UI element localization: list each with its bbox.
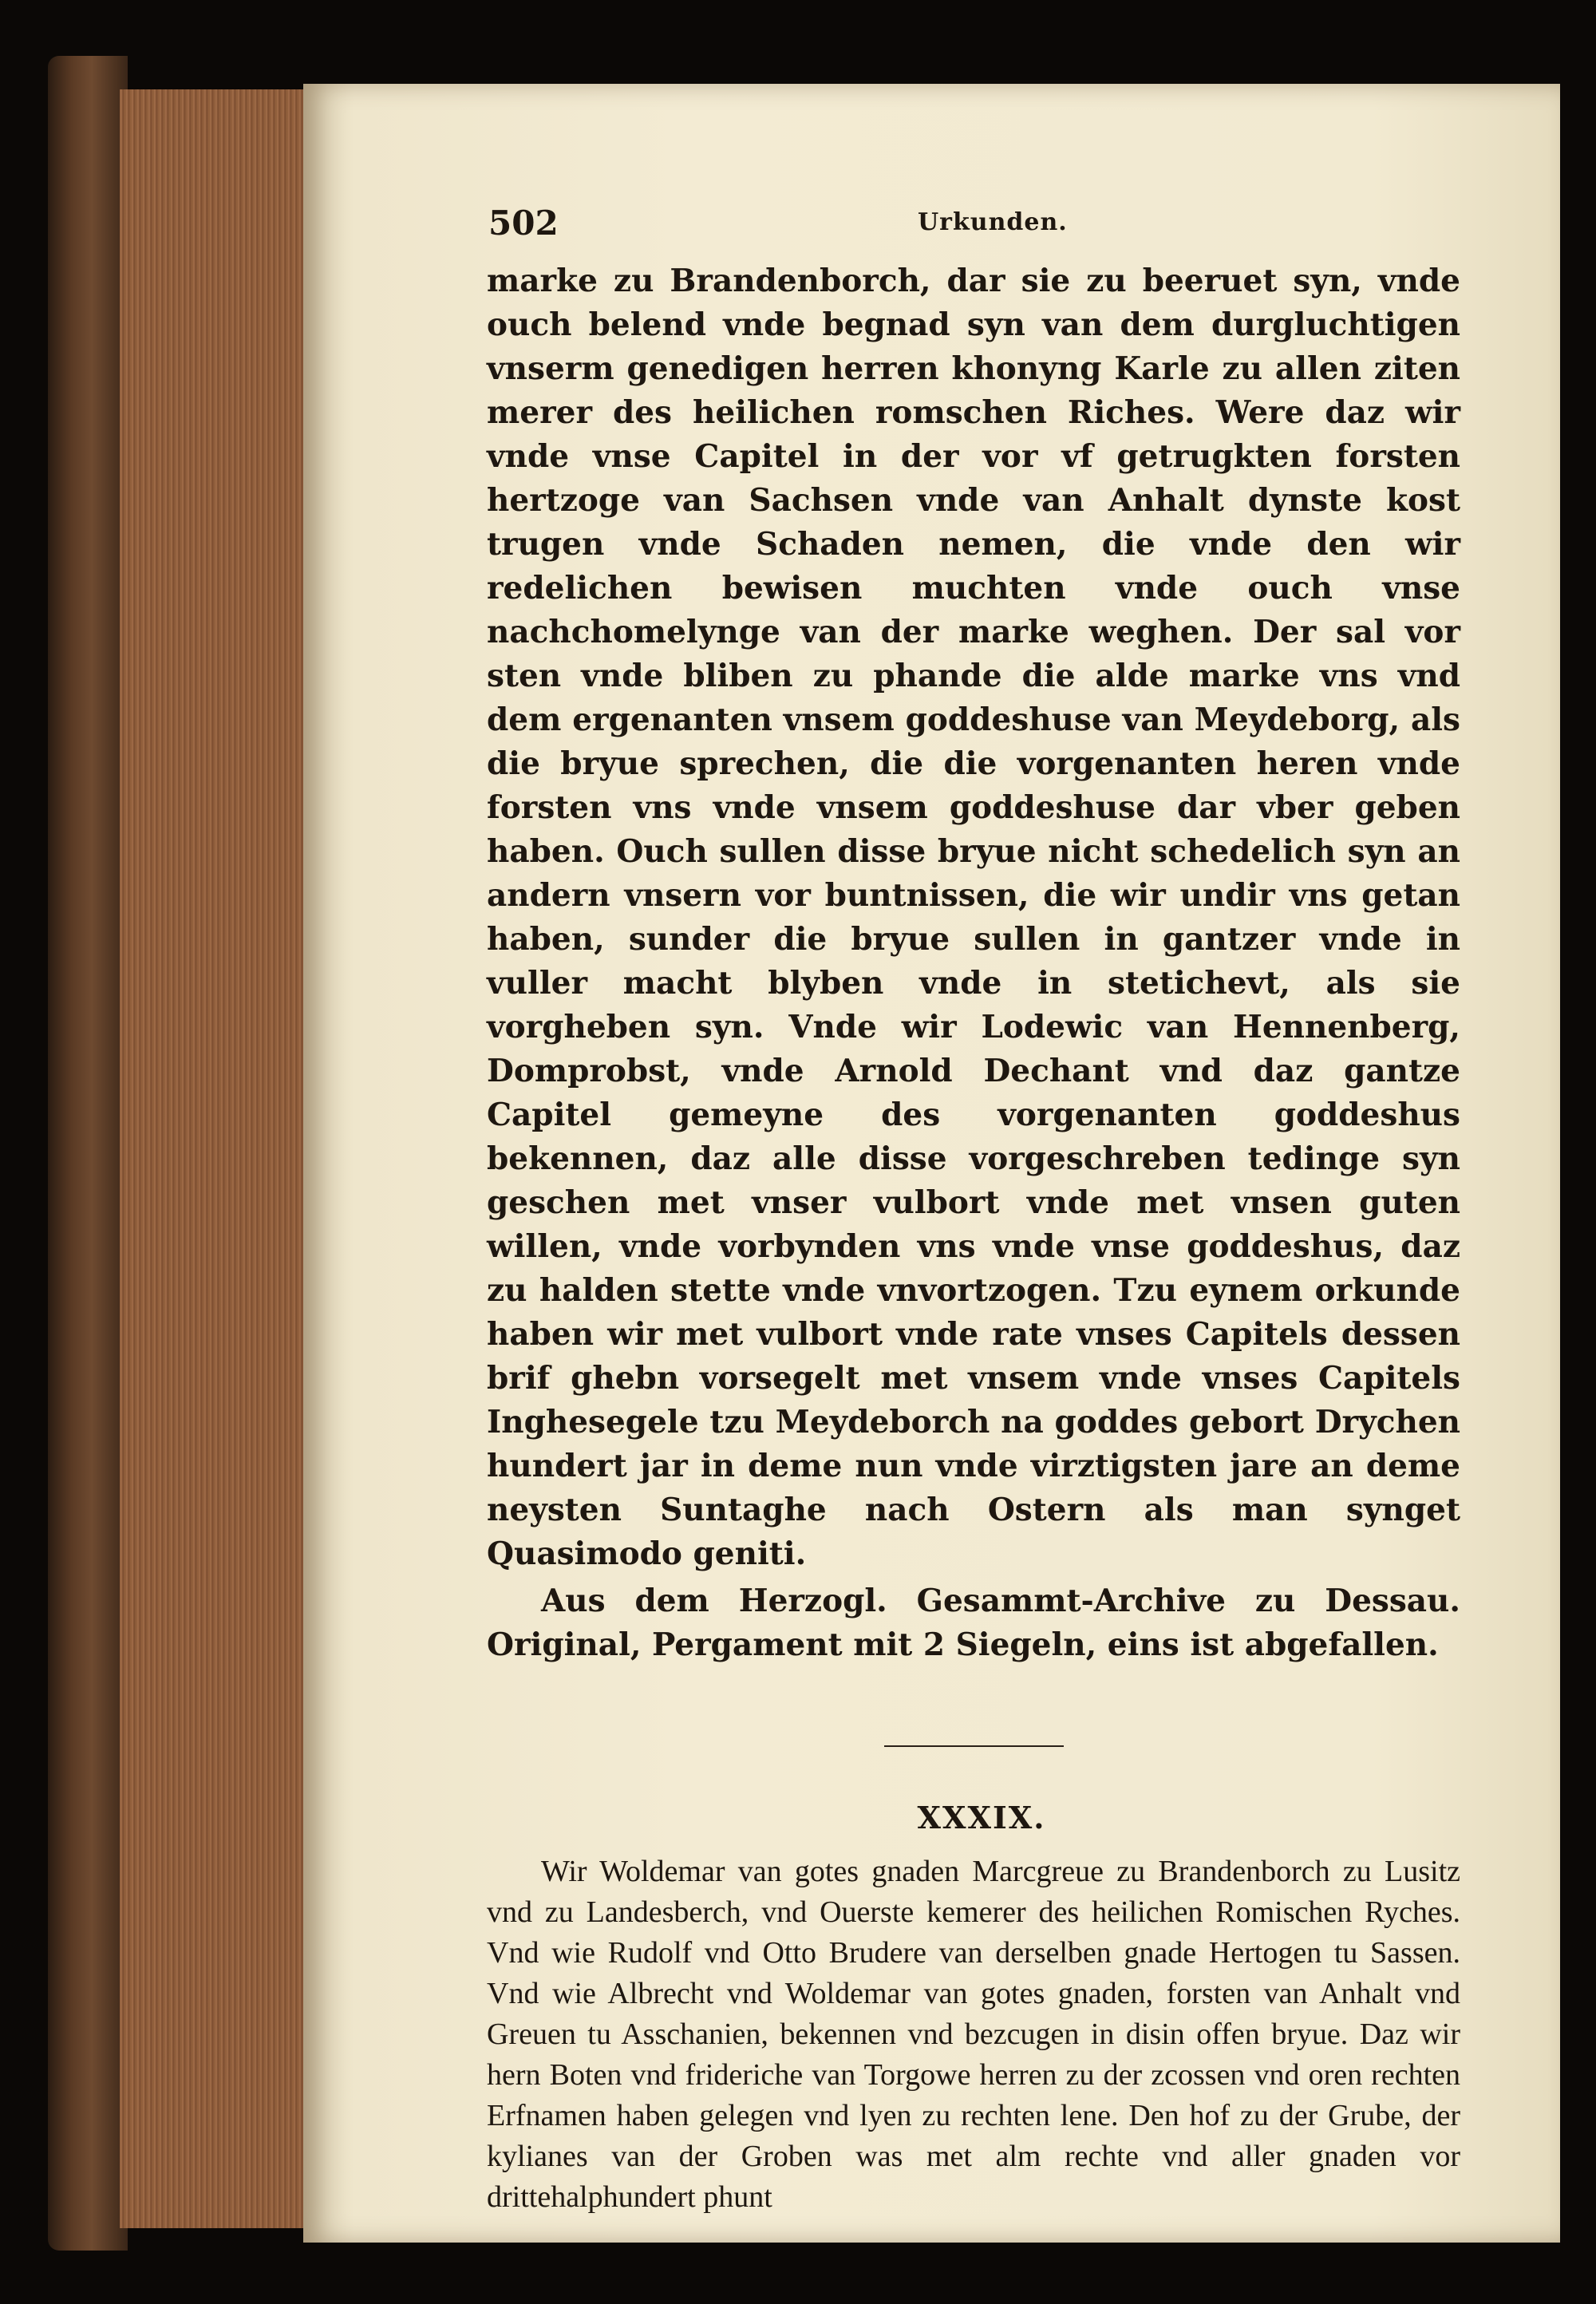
page-header (487, 204, 1460, 259)
document-text: Wir Woldemar van gotes gnaden Marcgreue zu Brandenborch zu Lusitz vnd zu Landesberch, vnd Ouerste kemerer des heilichen Romischen Ryches. Vnd wie Rudolf vnd Otto Brudere van derselben gnade Hertogen tu Sassen. Vnd wie Albrecht vnd Woldemar van gotes gnaden, forsten van Anhalt vnd Greuen tu Asschanien, bekennen vnd bezcugen in disin offen bryue. Daz wir hern Boten vnd frideriche van Torgowe herren zu der zcossen vnd oren rechten Erfnamen haben gelegen vnd lyen zu rechten lene. Den hof zu der Grube, der kylianes van der Groben was met alm rechte vnd aller gnaden vor drittehalphundert phunt (487, 1855, 1460, 2214)
source-note: Aus dem Herzogl. Gesammt-Archive zu Dessau. Original, Pergament mit 2 Siegeln, eins ist abgefallen. (487, 1583, 1460, 1663)
section-divider (884, 1745, 1064, 1747)
book-spine (48, 56, 128, 2251)
document-number: XXXIX. (917, 1800, 1046, 1836)
page-number: 502 (488, 204, 559, 243)
document-body-text: marke zu Brandenborch, dar sie zu beeruet syn, vnde ouch belend vnde begnad syn van dem durgluchtigen vnserm genedigen herren khonyng Karle zu allen ziten merer des heilichen romschen Riches. Were daz wir vnde vnse Capitel in der vor vf getrugkten forsten hertzoge van Sachsen vnde van Anhalt dynste kost trugen vnde Schaden nemen, die vnde den wir redelichen bewisen muchten vnde ouch vnse nachchomelynge van der marke weghen. Der sal vor sten vnde bliben zu phande die alde marke vns vnd dem ergenanten vnsem goddeshuse van Meydeborg, als die bryue sprechen, die die vorgenanten heren vnde forsten vns vnde vnsem goddeshuse dar vber geben haben. Ouch sullen disse bryue nicht schedelich syn an andern vnsern vor buntnissen, die wir undir vns getan haben, sunder die bryue sullen in gantzer vnde in vuller macht blyben vnde in stetichevt, als sie vorgheben syn. Vnde wir Lodewic van Hennenberg, Domprobst, vnde Arnold Dechant vnd daz gantze Capitel gemeyne des vorgenanten goddeshus bekennen, daz alle disse vorgeschreben tedinge syn geschen met vnser vulbort vnde met vnsen guten willen, vnde vorbynden vns vnde vnse goddeshus, daz zu halden stette vnde vnvortzogen. Tzu eynem orkunde haben wir met vulbort vnde rate vnses Capitels dessen brif ghebn vorsegelt met vnsem vnde vnses Capitels Inghesegele tzu Meydeborch na goddes gebort Drychen hundert jar in deme nun vnde virztigsten jare an deme neysten Suntaghe nach Ostern als man synget Quasimodo geniti. (487, 263, 1460, 1572)
running-head: Urkunden. (918, 208, 1068, 236)
page-content (487, 204, 1460, 2218)
page-edges (120, 89, 303, 2228)
